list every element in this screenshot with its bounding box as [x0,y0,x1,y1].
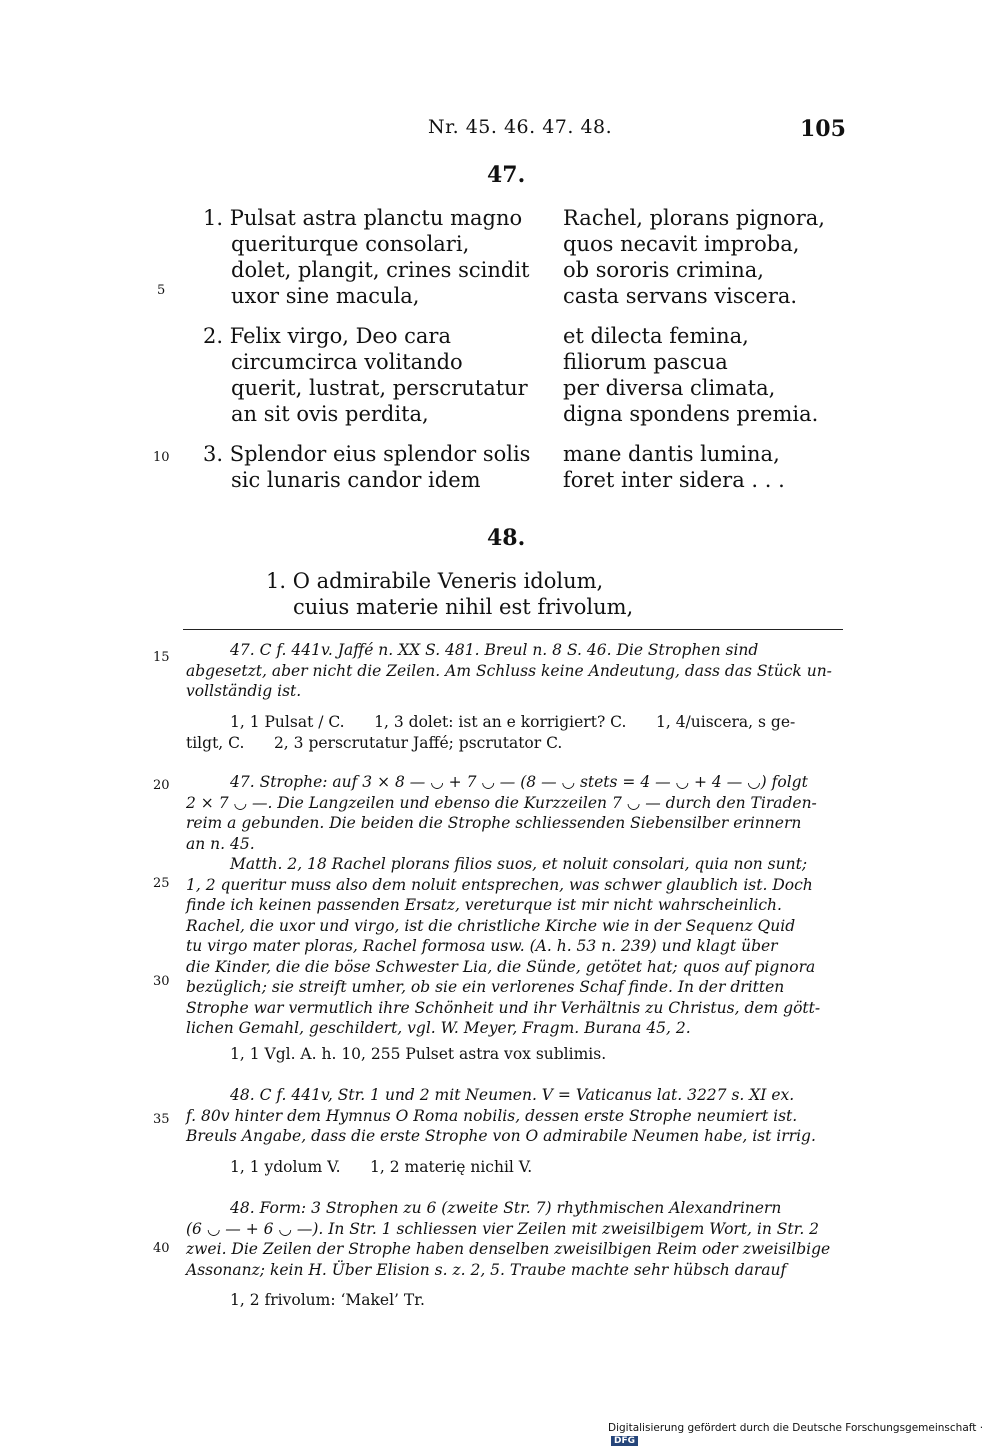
dfg-logo: DFG [611,1436,638,1446]
note-47-parallel: 1, 1 Vgl. A. h. 10, 255 Pulset astra vox sublimis. [230,1045,607,1063]
note-47-sources: 47. C f. 441v. Jaffé n. XX S. 481. Breul n. 8 S. 46. Die Strophen sind abgesetzt, aber nicht die Zeilen. Am Schluss keine Andeutung, dass das Stück un- vollständig ist. [186,641,832,700]
stanza-3-right: mane dantis lumina, foret inter sidera . . . [563,442,785,492]
stanza-1-left: 1. Pulsat astra planctu magno queriturque consolari, dolet, plangit, crines scindit uxor sine macula, [203,206,530,308]
line-number: 5 [157,283,166,298]
line-number: 40 [153,1241,170,1256]
line-number: 15 [153,650,170,665]
footnote-rule [183,629,843,630]
page-number: 105 [800,116,846,142]
note-48-sources: 48. C f. 441v, Str. 1 und 2 mit Neumen. V = Vaticanus lat. 3227 s. XI ex. f. 80v hinter dem Hymnus O Roma nobilis, dessen erste Strophe neumiert ist. Breuls Angabe, dass die erste Strophe von O admirabile Neumen habe, ist irrig. [186,1086,816,1145]
note-47-commentary: 47. Strophe: auf 3 × 8 — ◡ + 7 ◡ — (8 — ◡ stets = 4 — ◡ + 4 — ◡) folgt 2 × 7 ◡ —. Die Langzeilen und ebenso die Kurzzeilen 7 ◡ — durch den Tiraden- reim a gebunden. Die beiden die Strophe schliessenden Siebensilber erinnern an n. 45. Matth. 2, 18 Rachel plorans filios suos, et noluit consolari, quia non sunt; 1, 2 queritur muss also dem noluit entsprechen, was schwer glaublich ist. Doch finde ich keinen passenden Ersatz, vereturque ist mir nicht wahrscheinlich. Rachel, die uxor und virgo, ist die christliche Kirche wie in der Sequenz Quid tu virgo mater ploras, Rachel formosa usw. (A. h. 53 n. 239) und klagt über die Kinder, die die böse Schwester Lia, die Sünde, getötet hat; quos auf pignora bezüglich; sie streift umher, ob sie ein verlorenes Schaf finde. In der dritten Strophe war vermutlich ihre Schönheit und ihr Verhältnis zu Christus, dem gött- lichen Gemahl, geschildert, vgl. W. Meyer, Fragm. Burana 45, 2. [186,773,821,1037]
poem-48-number: 48. [487,525,526,551]
running-head: Nr. 45. 46. 47. 48. [428,116,613,138]
digitization-credit: Digitalisierung gefördert durch die Deutsche Forschungsgemeinschaft ·DFG [608,1422,984,1446]
line-number: 25 [153,876,170,891]
stanza-2-left: 2. Felix virgo, Deo cara circumcirca volitando querit, lustrat, perscrutatur an sit ovis perdita, [203,324,528,426]
stanza-1-right: Rachel, plorans pignora, quos necavit improba, ob sororis crimina, casta servans viscera. [563,206,825,308]
stanza-2-right: et dilecta femina, filiorum pascua per diversa climata, digna spondens premia. [563,324,819,426]
line-number: 10 [153,450,170,465]
line-number: 20 [153,778,170,793]
line-number: 35 [153,1112,170,1127]
poem-48-verse: 1. O admirabile Veneris idolum, cuius materie nihil est frivolum, [266,569,634,619]
stanza-3-left: 3. Splendor eius splendor solis sic lunaris candor idem [203,442,531,492]
poem-47-number: 47. [487,162,526,188]
note-48-gloss: 1, 2 frivolum: ‘Makel’ Tr. [230,1291,425,1309]
note-48-variants: 1, 1 ydolum V. 1, 2 materię nichil V. [230,1158,533,1176]
note-48-form: 48. Form: 3 Strophen zu 6 (zweite Str. 7) rhythmischen Alexandrinern (6 ◡ — + 6 ◡ —). In Str. 1 schliessen vier Zeilen mit zweisilbigem Wort, in Str. 2 zwei. Die Zeilen der Strophe haben denselben zweisilbigen Reim oder zweisilbige Assonanz; kein H. Über Elision s. z. 2, 5. Traube machte sehr hübsch darauf [186,1199,831,1279]
line-number: 30 [153,974,170,989]
note-47-variants: 1, 1 Pulsat / C. 1, 3 dolet: ist an e korrigiert? C. 1, 4/uiscera, s ge- tilgt, C. 2, 3 perscrutatur Jaffé; pscrutator C. [186,713,796,752]
